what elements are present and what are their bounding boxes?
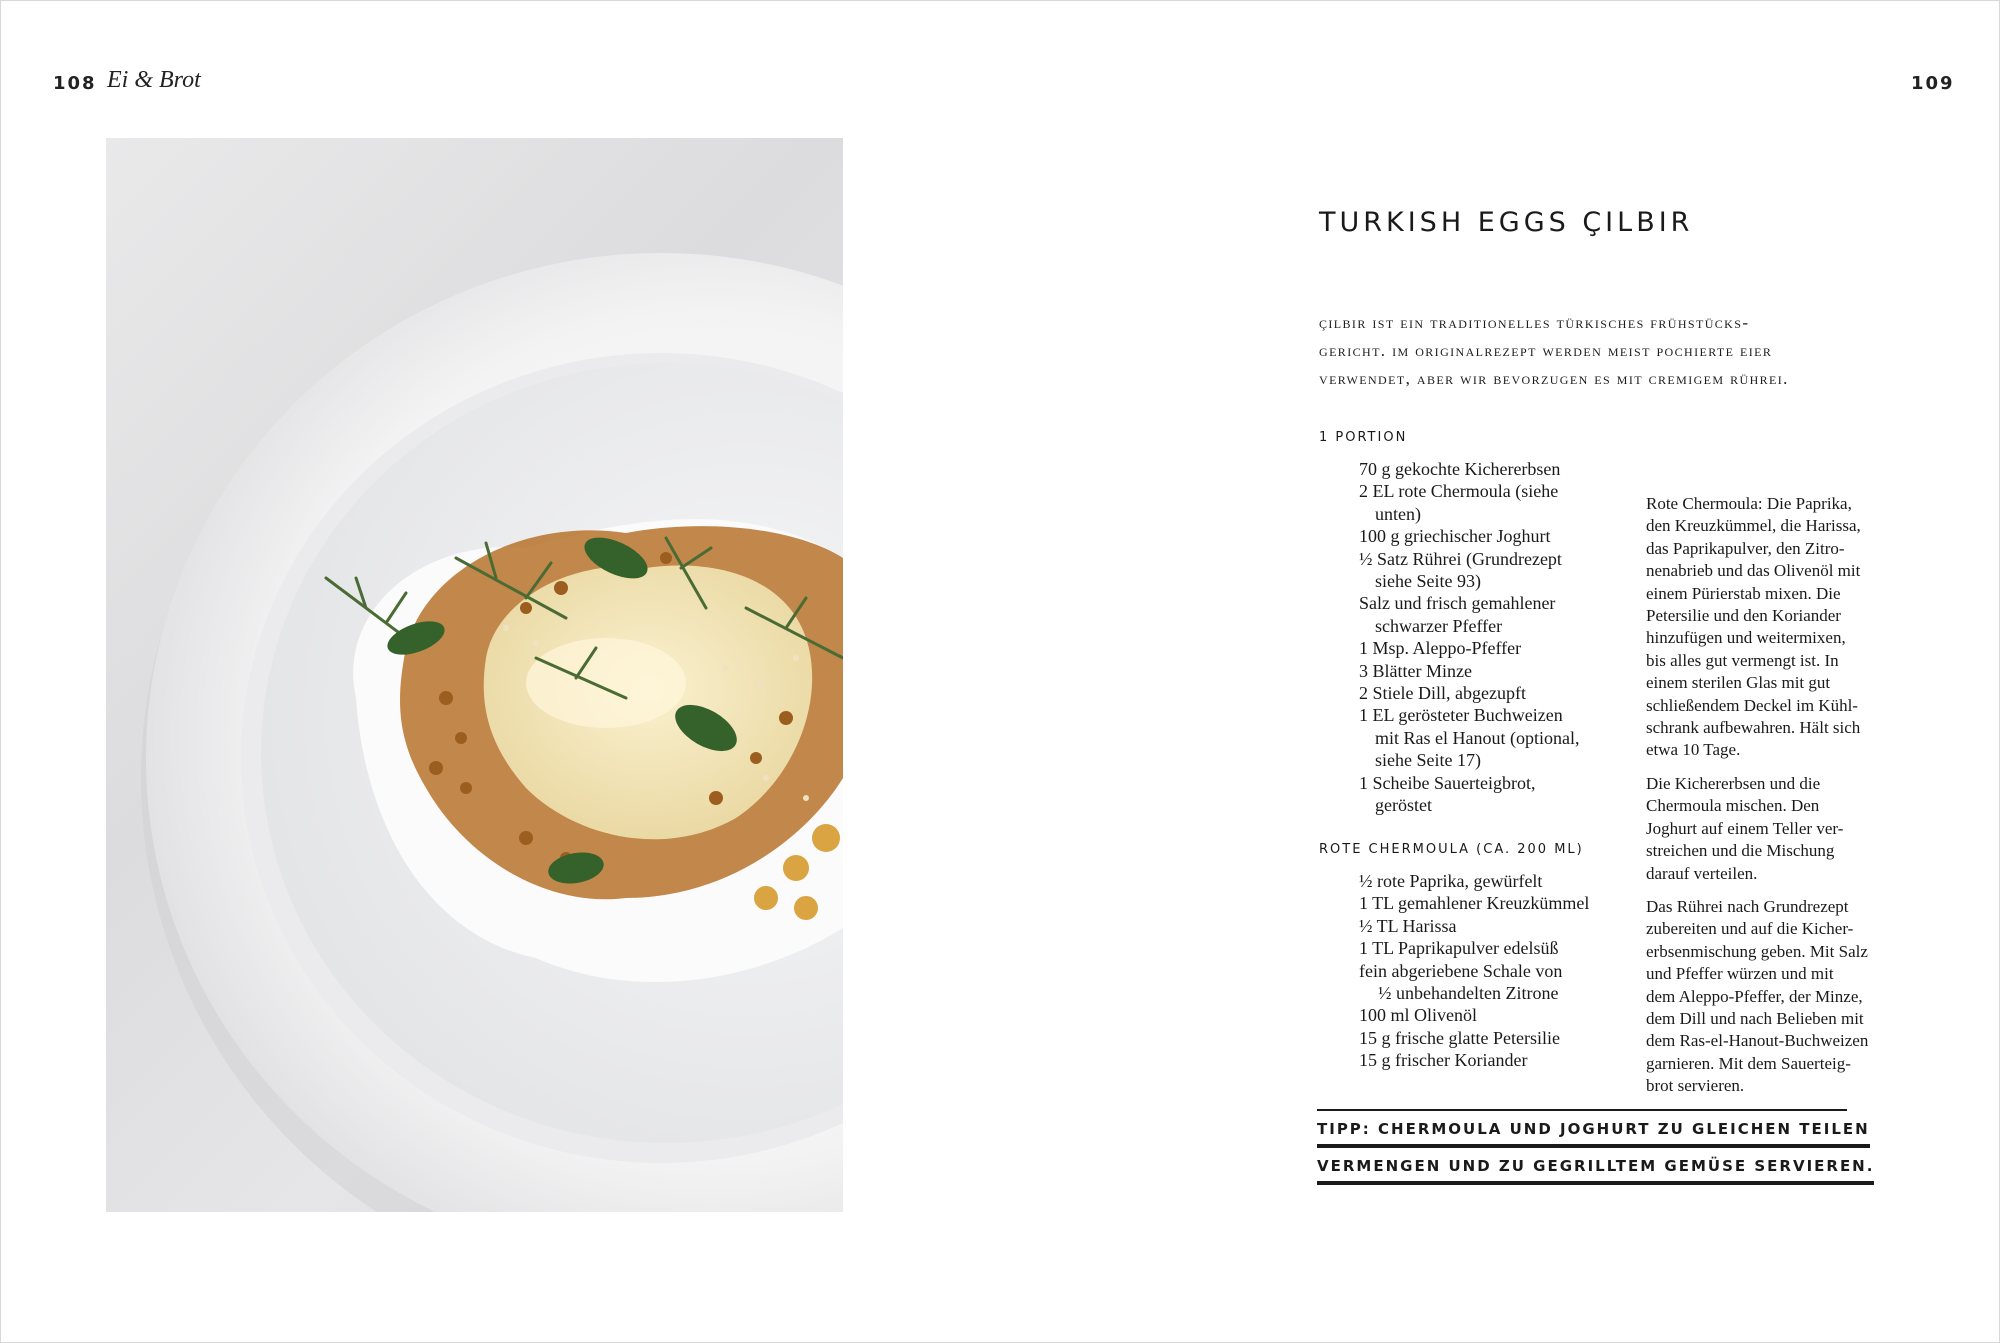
ingredient-item: geröstet	[1375, 795, 1432, 816]
page-number-left: 108	[53, 73, 97, 94]
page-number-right: 109	[1911, 73, 1955, 94]
ingredient-item: 70 g gekochte Kichererbsen	[1359, 459, 1561, 479]
ingredient-item: 1 Scheibe Sauerteigbrot,	[1359, 772, 1536, 793]
recipe-title: TURKISH EGGS ÇILBIR	[1319, 207, 1694, 238]
chermoula-label: ROTE CHERMOULA (CA. 200 ML)	[1319, 842, 1584, 857]
method-line: erbsenmischung geben. Mit Salz	[1646, 941, 1868, 961]
method-column	[1646, 493, 1906, 1109]
method-line: darauf verteilen.	[1646, 863, 1758, 883]
ingredient-item: schwarzer Pfeffer	[1375, 615, 1503, 636]
method-paragraph	[1646, 773, 1906, 885]
ingredient-item: mit Ras el Hanout (optional,	[1375, 727, 1580, 748]
ingredient-item: 1 TL Paprikapulver edelsüß	[1359, 938, 1559, 959]
intro-line: verwendet, aber wir bevorzugen es mit cremigem rührei.	[1319, 369, 1789, 388]
ingredient-item: 15 g frischer Koriander	[1359, 1050, 1528, 1071]
ingredient-item: siehe Seite 93)	[1375, 571, 1481, 592]
method-line: hinzufügen und weitermixen,	[1646, 628, 1846, 648]
method-line: nenabrieb und das Olivenöl mit	[1646, 561, 1861, 581]
ingredient-item: ½ TL Harissa	[1359, 915, 1457, 936]
servings-label: 1 PORTION	[1319, 430, 1408, 445]
ingredient-item: 100 g griechischer Joghurt	[1359, 526, 1551, 547]
ingredient-item: unten)	[1375, 503, 1421, 524]
tip-line: TIPP: CHERMOULA UND JOGHURT ZU GLEICHEN TEILEN	[1317, 1111, 1870, 1148]
ingredient-item: 1 TL gemahlener Kreuzkümmel	[1359, 893, 1590, 914]
method-line: Rote Chermoula: Die Paprika,	[1646, 494, 1852, 513]
method-line: einem sterilen Glas mit gut	[1646, 673, 1831, 693]
method-line: Petersilie und den Koriander	[1646, 606, 1841, 626]
method-line: einem Pürierstab mixen. Die	[1646, 583, 1841, 603]
intro-line: gericht. im originalrezept werden meist pochierte eier	[1319, 341, 1773, 360]
method-line: etwa 10 Tage.	[1646, 740, 1741, 760]
ingredient-item: Salz und frisch gemahlener	[1359, 593, 1556, 614]
method-line: dem Dill und nach Belieben mit	[1646, 1008, 1864, 1028]
recipe-intro	[1319, 309, 1889, 393]
method-paragraph	[1646, 493, 1906, 762]
method-line: brot servieren.	[1646, 1076, 1745, 1096]
tip-line: VERMENGEN UND ZU GEGRILLTEM GEMÜSE SERVIEREN.	[1317, 1148, 1874, 1185]
ingredient-item: 100 ml Olivenöl	[1359, 1005, 1477, 1026]
method-line: Joghurt auf einem Teller ver-	[1646, 818, 1844, 838]
ingredient-item: ½ rote Paprika, gewürfelt	[1359, 871, 1543, 891]
ingredient-item: 3 Blätter Minze	[1359, 660, 1472, 681]
method-line: Chermoula mischen. Den	[1646, 796, 1820, 816]
ingredient-item: ½ unbehandelten Zitrone	[1378, 983, 1559, 1004]
ingredient-item: 2 Stiele Dill, abgezupft	[1359, 683, 1526, 704]
method-line: schrank aufbewahren. Hält sich	[1646, 718, 1861, 738]
method-line: das Paprikapulver, den Zitro-	[1646, 538, 1845, 558]
method-line: dem Aleppo-Pfeffer, der Minze,	[1646, 986, 1863, 1006]
method-paragraph	[1646, 896, 1906, 1098]
method-line: bis alles gut vermengt ist. In	[1646, 650, 1839, 670]
dish-photo	[106, 138, 843, 1212]
method-line: Das Rührei nach Grundrezept	[1646, 896, 1849, 916]
intro-line: çilbir ist ein traditionelles türkisches frühstücks-	[1319, 313, 1750, 332]
ingredient-item: 1 Msp. Aleppo-Pfeffer	[1359, 638, 1522, 659]
method-line: schließendem Deckel im Kühl-	[1646, 695, 1858, 715]
ingredient-item: ½ Satz Rührei (Grundrezept	[1359, 548, 1562, 569]
plate-illustration	[106, 138, 843, 1212]
method-line: den Kreuzkümmel, die Harissa,	[1646, 516, 1861, 536]
method-line: und Pfeffer würzen und mit	[1646, 964, 1834, 984]
method-line: Die Kichererbsen und die	[1646, 773, 1821, 793]
ingredient-item: 1 EL gerösteter Buchweizen	[1359, 705, 1563, 726]
method-line: streichen und die Mischung	[1646, 841, 1835, 861]
ingredient-item: 15 g frische glatte Petersilie	[1359, 1027, 1560, 1048]
ingredient-list	[1359, 458, 1579, 817]
running-head: Ei & Brot	[107, 67, 201, 93]
ingredient-item: 2 EL rote Chermoula (siehe	[1359, 481, 1559, 502]
ingredient-item: fein abgeriebene Schale von	[1359, 960, 1563, 981]
tip-box	[1317, 1109, 1875, 1185]
method-line: zubereiten und auf die Kicher-	[1646, 919, 1854, 939]
ingredient-item: siehe Seite 17)	[1375, 750, 1481, 771]
chermoula-ingredient-list	[1359, 870, 1589, 1072]
method-line: garnieren. Mit dem Sauerteig-	[1646, 1053, 1851, 1073]
method-line: dem Ras-el-Hanout-Buchweizen	[1646, 1031, 1869, 1051]
